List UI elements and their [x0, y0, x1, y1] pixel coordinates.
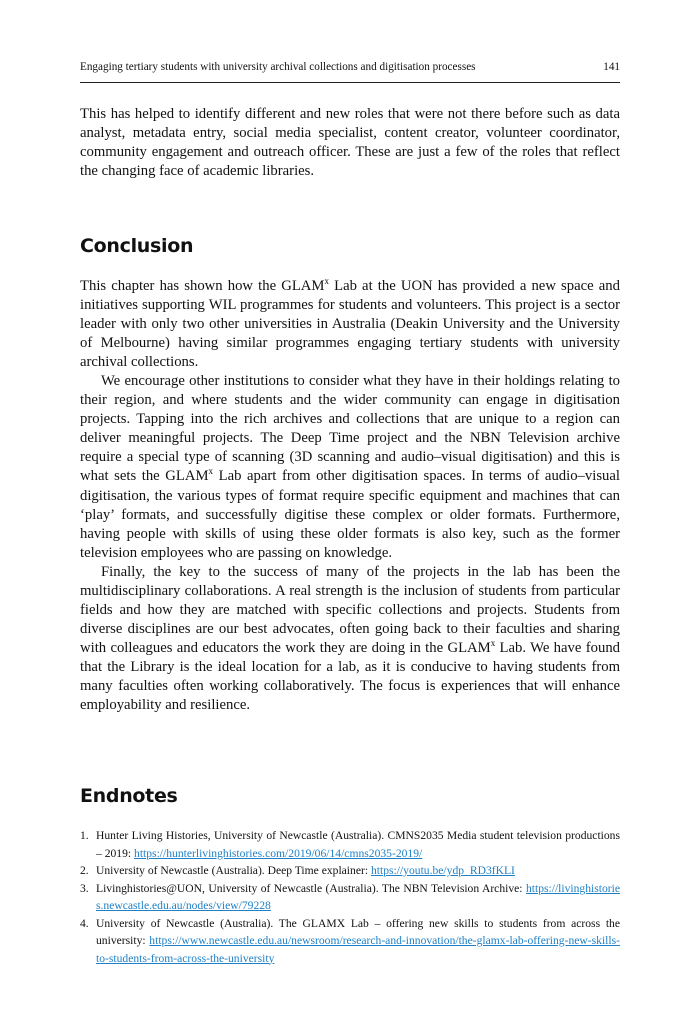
running-head [80, 61, 620, 73]
endnote-text: Livinghistories@UON, University of Newcastle (Australia). The NBN Television Archive: [96, 881, 526, 895]
endnote-item [80, 862, 620, 880]
conclusion-paragraph-1 [80, 277, 620, 372]
running-title: Engaging tertiary students with university archival collections and digitisation processes [80, 61, 476, 73]
endnote-link[interactable]: https://hunterlivinghistories.com/2019/06/14/cmns2035-2019/ [134, 846, 423, 860]
endnotes-heading: Endnotes [80, 785, 178, 807]
endnote-item [80, 880, 620, 915]
endnote-link[interactable]: https://www.newcastle.edu.au/newsroom/research-and-innovation/the-glamx-lab-offering-new-skills-to-students-from-across-the-university [96, 934, 620, 965]
header-rule [80, 82, 620, 83]
conclusion-p2-part-b: Lab apart from other digitisation spaces. In terms of audio–visual digitisation, the various types of format require specific equipment and machines that can ‘play’ formats, and successfully digitise these complex or older formats. Furthermore, having people with skills of using these older formats is also key, such as the former television employees who are passing on knowledge. [80, 468, 620, 561]
endnote-item [80, 915, 620, 968]
conclusion-p2-part-a: We encourage other institutions to consider what they have in their holdings relating to their region, and where students and the wider community can engage in digitisation projects. Tapping into the rich archives and collections that are unique to a region can deliver meaningful projects. The Deep Time project and the NBN Television archive require a special type of scanning (3D scanning and audio–visual digitisation) and this is what sets the GLAM [80, 373, 620, 485]
intro-paragraph: This has helped to identify different and new roles that were not there before such as data analyst, metadata entry, social media specialist, content creator, volunteer coordinator, community engagement and outreach officer. These are just a few of the roles that reflect the changing face of academic libraries. [80, 106, 620, 180]
endnote-number: 1. [80, 829, 89, 842]
glam-superscript: x [208, 466, 214, 477]
glam-superscript: x [490, 637, 496, 648]
conclusion-p3-part-a: Finally, the key to the success of many of the projects in the lab has been the multidisciplinary collaborations. A real strength is the inclusion of students from particular fields and how they are matched with specific collections and projects. Students from diverse disciplines are our best advocates, often going back to their faculties and sharing with colleagues and educators the work they are doing in the GLAM [80, 563, 620, 656]
endnote-link[interactable]: https://livinghistories.newcastle.edu.au/nodes/view/79228 [96, 881, 620, 912]
endnote-number: 4. [80, 916, 89, 930]
glam-superscript: x [324, 276, 329, 286]
page-number: 141 [603, 61, 620, 73]
endnote-number: 3. [80, 881, 89, 895]
endnote-item [80, 827, 620, 862]
conclusion-p1-part-b: Lab at the UON has provided a new space and initiatives supporting WIL programmes for students and volunteers. This project is a sector leader with only two other universities in Australia (Deakin University and the University of Melbourne) having similar programmes engaging tertiary students with university archival collections. [80, 278, 620, 371]
endnote-number: 2. [80, 864, 89, 877]
conclusion-p3-part-b: Lab. We have found that the Library is the ideal location for a lab, as it is conducive to having students from many faculties often working collaboratively. The focus is experiences that will enhance employability and resilience. [80, 639, 621, 714]
endnote-link[interactable]: https://youtu.be/ydp_RD3fKLI [370, 864, 515, 877]
conclusion-paragraph-3 [80, 563, 620, 715]
conclusion-paragraph-2 [80, 372, 620, 562]
endnotes-list [80, 827, 620, 967]
endnote-text: Hunter Living Histories, University of Newcastle (Australia). CMNS2035 Media student television productions – 2019: [96, 829, 620, 860]
endnote-text: University of Newcastle (Australia). Deep Time explainer: [96, 864, 371, 877]
intro-paragraph-block [80, 105, 620, 181]
conclusion-heading: Conclusion [80, 235, 194, 257]
conclusion-p1-part-a: This chapter has shown how the GLAM [80, 278, 325, 294]
endnote-text: University of Newcastle (Australia). The GLAMX Lab – offering new skills to students from across the university: [96, 916, 620, 947]
conclusion-body [80, 277, 620, 715]
